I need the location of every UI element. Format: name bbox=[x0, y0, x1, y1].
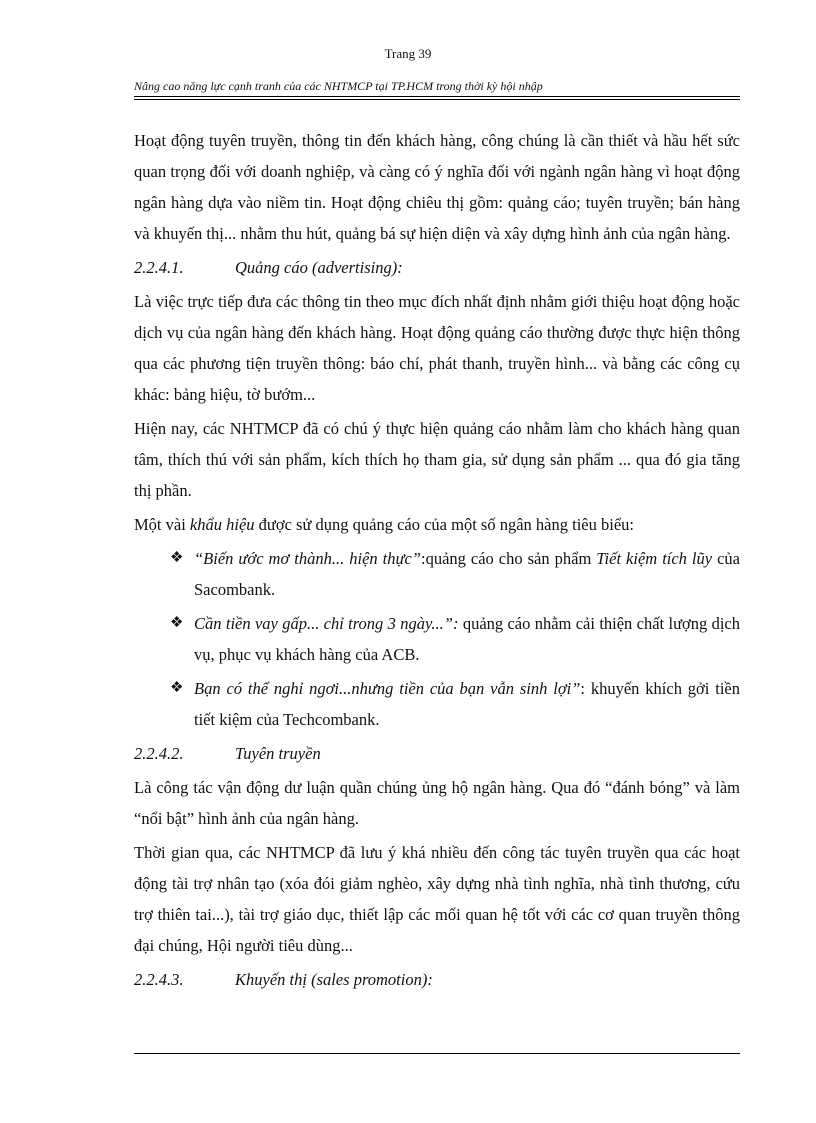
list-item: ❖ Bạn có thể nghỉ ngơi...nhưng tiền của bạn vẫn sinh lợi”: khuyến khích gởi tiền tiết kiệm của Techcombank. bbox=[134, 673, 740, 735]
slogan-quote: Cần tiền vay gấp... chỉ trong 3 ngày...”: bbox=[194, 614, 459, 633]
running-header-title: Nâng cao năng lực cạnh tranh của các NHTMCP tại TP.HCM trong thời kỳ hội nhập bbox=[134, 79, 543, 93]
section-number: 2.2.4.3. bbox=[134, 970, 184, 989]
diamond-bullet-icon: ❖ bbox=[170, 550, 184, 566]
page-content bbox=[134, 125, 740, 998]
product-name: Tiết kiệm tích lũy bbox=[596, 549, 713, 568]
propaganda-paragraph-1: Là công tác vận động dư luận quần chúng ủng hộ ngân hàng. Qua đó “đánh bóng” và làm “nổi bật” hình ảnh của ngân hàng. bbox=[134, 778, 740, 828]
list-item: ❖ Cần tiền vay gấp... chỉ trong 3 ngày...”: quảng cáo nhằm cải thiện chất lượng dịch vụ, phục vụ khách hàng của ACB. bbox=[134, 608, 740, 670]
section-heading-2-2-4-3 bbox=[134, 964, 740, 995]
section-number: 2.2.4.2. bbox=[134, 744, 184, 763]
header-rule-thin bbox=[134, 99, 740, 100]
section-title: Quảng cáo (advertising): bbox=[235, 258, 403, 277]
section-heading-2-2-4-2 bbox=[134, 738, 740, 769]
page-number: Trang 39 bbox=[384, 46, 432, 61]
diamond-bullet-icon: ❖ bbox=[170, 680, 184, 696]
diamond-bullet-icon: ❖ bbox=[170, 615, 184, 631]
header-rule bbox=[134, 96, 740, 97]
slogan-quote: “Biến ước mơ thành... hiện thực” bbox=[194, 549, 421, 568]
section-number: 2.2.4.1. bbox=[134, 258, 184, 277]
footer-rule bbox=[134, 1053, 740, 1054]
list-item: ❖ “Biến ước mơ thành... hiện thực”:quảng cáo cho sản phẩm Tiết kiệm tích lũy của Sacombank. bbox=[134, 543, 740, 605]
section-title: Tuyên truyền bbox=[235, 744, 321, 763]
section-heading-2-2-4-1 bbox=[134, 252, 740, 283]
slogan-list bbox=[134, 543, 740, 735]
propaganda-paragraph-2: Thời gian qua, các NHTMCP đã lưu ý khá nhiều đến công tác tuyên truyền qua các hoạt động tài trợ nhân tạo (xóa đói giảm nghèo, xây dựng nhà tình nghĩa, nhà tình thương, cứu trợ thiên tai...), tài trợ giáo dục, thiết lập các mối quan hệ tốt với các cơ quan truyền thông đại chúng, Hội người tiêu dùng... bbox=[134, 843, 740, 955]
slogan-intro: Một vài khẩu hiệu được sử dụng quảng cáo của một số ngân hàng tiêu biểu: bbox=[134, 515, 634, 534]
advertising-paragraph-2: Hiện nay, các NHTMCP đã có chú ý thực hiện quảng cáo nhằm làm cho khách hàng quan tâm, thích thú với sản phẩm, kích thích họ tham gia, sử dụng sản phẩm ... qua đó gia tăng thị phần. bbox=[134, 419, 740, 500]
advertising-paragraph-1: Là việc trực tiếp đưa các thông tin theo mục đích nhất định nhằm giới thiệu hoạt động hoặc dịch vụ của ngân hàng đến khách hàng. Hoạt động quảng cáo thường được thực hiện thông qua các phương tiện truyền thông: báo chí, phát thanh, truyền hình... và bằng các công cụ khác: bảng hiệu, tờ bướm... bbox=[134, 292, 740, 404]
slogan-term: khẩu hiệu bbox=[189, 515, 255, 534]
section-title: Khuyến thị (sales promotion): bbox=[235, 970, 433, 989]
intro-paragraph: Hoạt động tuyên truyền, thông tin đến khách hàng, công chúng là cần thiết và hầu hết sức quan trọng đối với doanh nghiệp, và càng có ý nghĩa đối với ngành ngân hàng vì hoạt động ngân hàng dựa vào niềm tin. Hoạt động chiêu thị gồm: quảng cáo; tuyên truyền; bán hàng và khuyến thị... nhằm thu hút, quảng bá sự hiện diện và xây dựng hình ảnh của ngân hàng. bbox=[134, 131, 740, 243]
slogan-quote: Bạn có thể nghỉ ngơi...nhưng tiền của bạn vẫn sinh lợi” bbox=[194, 679, 581, 698]
